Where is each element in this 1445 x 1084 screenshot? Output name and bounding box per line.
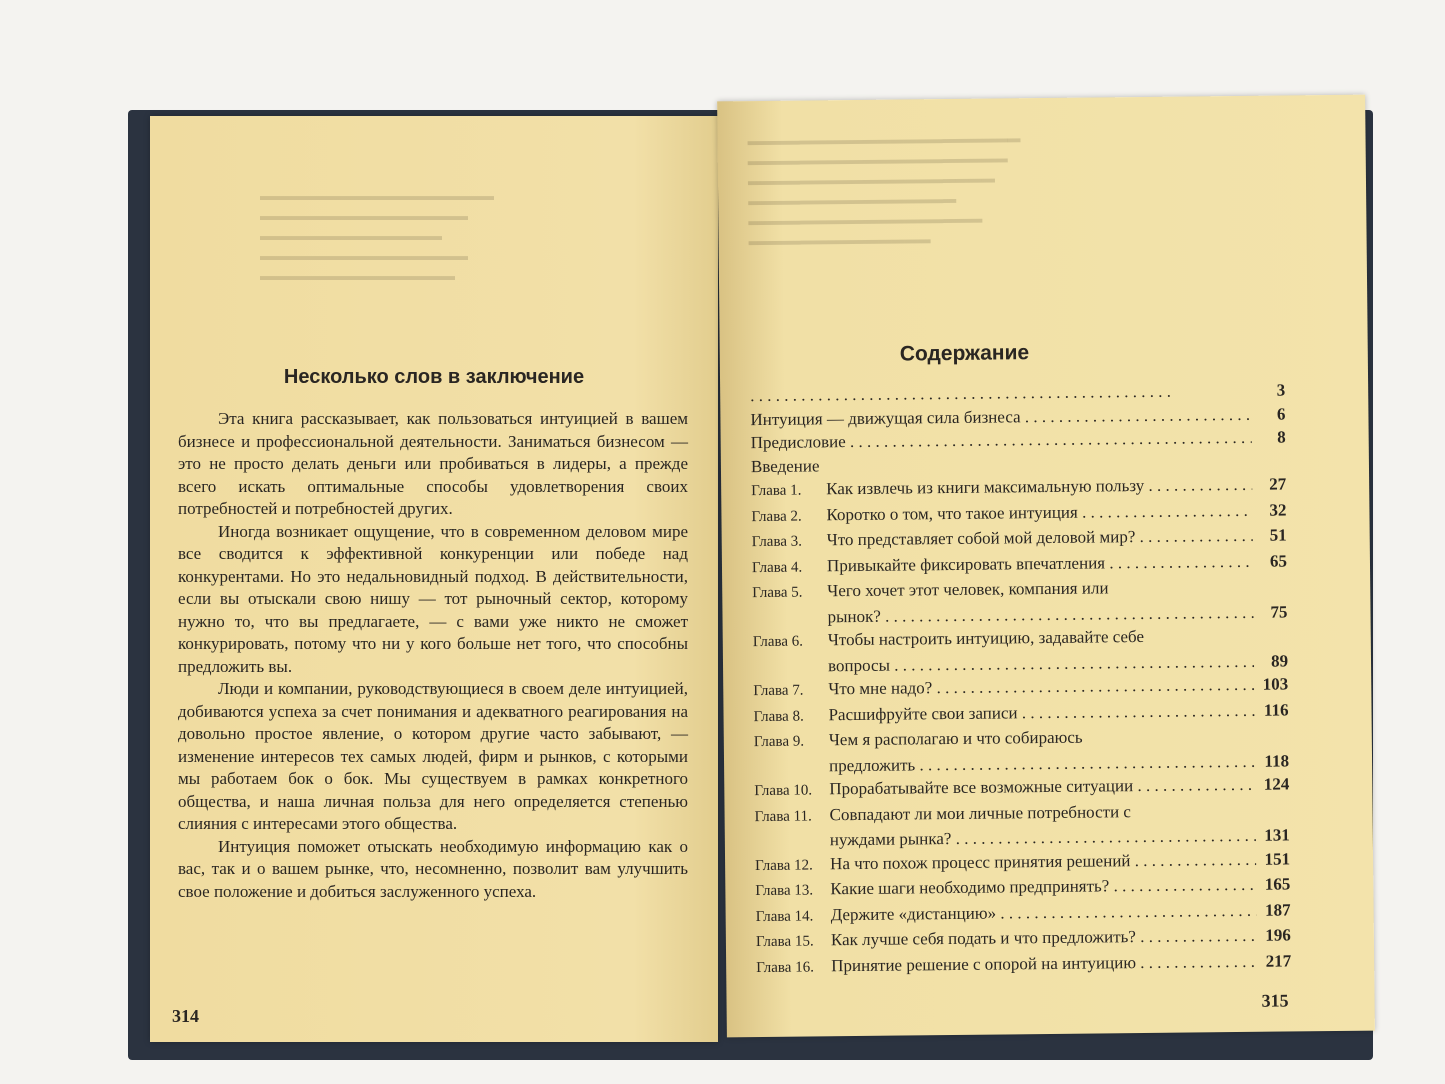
paragraph: Интуиция поможет отыскать необходимую информацию как о вас, так и о вашем рынке, что, несомненно, позволит вам улучшить свое положение и добиться заслуженного успеха.	[178, 836, 688, 901]
paragraph: Люди и компании, руководствующиеся в своем деле интуицией, добиваются успеха за счет понимания и адекватного реагирования на довольно простое явление, о котором другие часто забывают, — изменение интересов тех самых людей, фирм и рынков, с которыми мы работаем бок о бок. Мы существуем в рамках конкретного общества, и наша личная польза для него определяется степенью слияния с интересами этого общества.	[178, 679, 688, 833]
chapter-label: Глава 2.	[751, 508, 802, 525]
body-text	[178, 408, 688, 903]
toc-entry-title: рынок? . . .	[827, 600, 1253, 628]
toc-entry-title: Интуиция — движущая сила бизнеса . . .	[750, 402, 1251, 431]
toc-entry-title: На что похож процесс принятия решений . . .	[830, 847, 1256, 875]
toc-entry-title: Коротко о том, что такое интуиция . . .	[826, 498, 1252, 526]
toc-entry-title: Чего хочет этот человек, компания или	[827, 578, 1109, 601]
toc-page-number: 89	[1270, 650, 1289, 671]
toc-entry-title: Предисловие . . .	[751, 426, 1252, 455]
toc-entry-title: Чем я располагаю и что собираюсь	[828, 727, 1083, 750]
chapter-title: Несколько слов в заключение	[283, 366, 585, 388]
chapter-label: Глава 9.	[753, 733, 805, 751]
toc-page-number: 8	[1277, 427, 1286, 447]
chapter-label: Глава 1.	[751, 482, 802, 500]
toc-page-number: 103	[1262, 674, 1289, 694]
chapter-label	[754, 771, 829, 772]
chapter-label: Глава 13.	[755, 882, 814, 900]
left-page	[150, 116, 718, 1042]
show-through-text: ▬▬▬▬▬▬▬▬▬▬▬▬▬▬▬▬▬▬ ▬▬▬▬▬▬▬▬▬▬▬▬▬▬▬▬ ▬▬▬▬▬▬▬▬▬▬▬▬▬▬ ▬▬▬▬▬▬▬▬▬▬▬▬▬▬▬▬ ▬▬▬▬▬▬▬▬▬▬▬▬▬▬▬	[260, 188, 494, 283]
toc-entry-title: Как лучше себя подать и что предложить? . . .	[831, 924, 1257, 952]
toc-row[interactable]	[756, 949, 1291, 980]
toc-entry-title: Прорабатывайте все возможные ситуации . . .	[829, 773, 1255, 801]
toc-page-number: 65	[1269, 550, 1288, 571]
toc-page-number: 151	[1264, 848, 1291, 869]
chapter-label: Глава 7.	[753, 682, 804, 700]
right-page	[717, 95, 1375, 1038]
toc-page-number: 217	[1265, 950, 1292, 971]
chapter-label: Глава 4.	[751, 559, 803, 576]
paragraph: Эта книга рассказывает, как пользоваться интуицией в вашем бизнесе и профессиональной деятельности. Заниматься бизнесом — это не просто делать деньги или пробиваться в лидеры, а прежде всего искать оптимальные способы удовлетворения своих потребностей и потребностей других.	[178, 409, 688, 518]
show-through-text: ▬▬▬▬▬▬▬▬▬▬▬▬▬▬▬▬▬▬▬▬▬ ▬▬▬▬▬▬▬▬▬▬▬▬▬▬▬▬▬▬▬▬ ▬▬▬▬▬▬▬▬▬▬▬▬▬▬▬▬▬▬▬ ▬▬▬▬▬▬▬▬▬▬▬▬▬▬▬▬ ▬▬▬▬▬▬▬▬▬▬▬▬▬▬▬▬▬▬ ▬▬▬▬▬▬▬▬▬▬▬▬▬▬	[747, 130, 1021, 249]
chapter-label: Глава 15.	[755, 933, 814, 951]
contents-title: Содержание	[899, 341, 1030, 366]
chapter-label	[753, 622, 828, 623]
toc-entry-title: Что представляет собой мой деловой мир? . . .	[827, 524, 1253, 552]
toc-page-number: 51	[1269, 525, 1287, 545]
table-of-contents	[750, 378, 1291, 980]
toc-entry-title: Совпадают ли мои личные потребности с	[829, 801, 1132, 824]
toc-entry-title: предложить . . .	[829, 749, 1255, 777]
toc-page-number: 131	[1264, 825, 1290, 845]
chapter-label: Глава 6.	[752, 633, 804, 651]
chapter-label: Глава 10.	[754, 782, 813, 800]
page-number: 314	[172, 1006, 199, 1026]
toc-page-number: 75	[1270, 601, 1288, 622]
chapter-label: Глава 8.	[753, 708, 804, 725]
toc-page-number: 116	[1263, 699, 1289, 720]
toc-entry-title: Расшифруйте свои записи . . .	[828, 698, 1254, 726]
toc-entry-title: Какие шаги необходимо предпринять? . . .	[830, 873, 1256, 901]
toc-entry-title: Принятие решение с опорой на интуицию . . .	[831, 949, 1257, 977]
toc-entry-title: Как извлечь из книги максимальную пользу . . .	[826, 473, 1252, 501]
toc-page-number: 6	[1276, 403, 1286, 424]
chapter-label: Глава 3.	[751, 533, 803, 551]
toc-page-number: 124	[1263, 774, 1290, 794]
toc-page-number: 187	[1265, 899, 1291, 920]
toc-page-number: 32	[1269, 499, 1287, 520]
chapter-label	[755, 845, 830, 846]
page-number: 315	[1261, 990, 1289, 1011]
chapter-label: Глава 14.	[755, 907, 814, 925]
toc-entry-title: Введение	[750, 455, 820, 476]
toc-page-number: 196	[1265, 925, 1291, 945]
toc-page-number: 3	[1276, 380, 1286, 400]
paragraph: Иногда возникает ощущение, что в современном деловом мире все сводится к эффективной конкуренции или победе над конкурентами. Но это недальновидный подход. В действительности, если вы отыскали свою нишу — тот рыночный сектор, которому нужно то, что вы предлагаете, — с вами уже никто не сможет конкурировать, потому что ни у кого больше нет того, что способны предложить вы.	[178, 521, 688, 676]
toc-entry-title: Что мне надо? . . .	[828, 673, 1254, 701]
toc-entry-title: Держите «дистанцию» . . .	[831, 898, 1257, 926]
toc-page-number: 165	[1264, 874, 1291, 894]
toc-page-number: 118	[1264, 750, 1290, 771]
toc-entry-title: Привыкайте фиксировать впечатления . . .	[827, 549, 1253, 577]
chapter-label	[753, 671, 828, 672]
chapter-label: Глава 16.	[756, 958, 815, 976]
chapter-label: Глава 11.	[754, 807, 812, 825]
toc-entry-title: вопросы . . .	[828, 649, 1254, 677]
toc-entry-title: Чтобы настроить интуицию, задавайте себе	[827, 626, 1145, 650]
chapter-label: Глава 5.	[752, 584, 803, 602]
toc-page-number: 27	[1269, 474, 1287, 494]
toc-entry-title: нуждами рынка? . . .	[830, 824, 1256, 852]
chapter-label: Глава 12.	[755, 856, 813, 874]
